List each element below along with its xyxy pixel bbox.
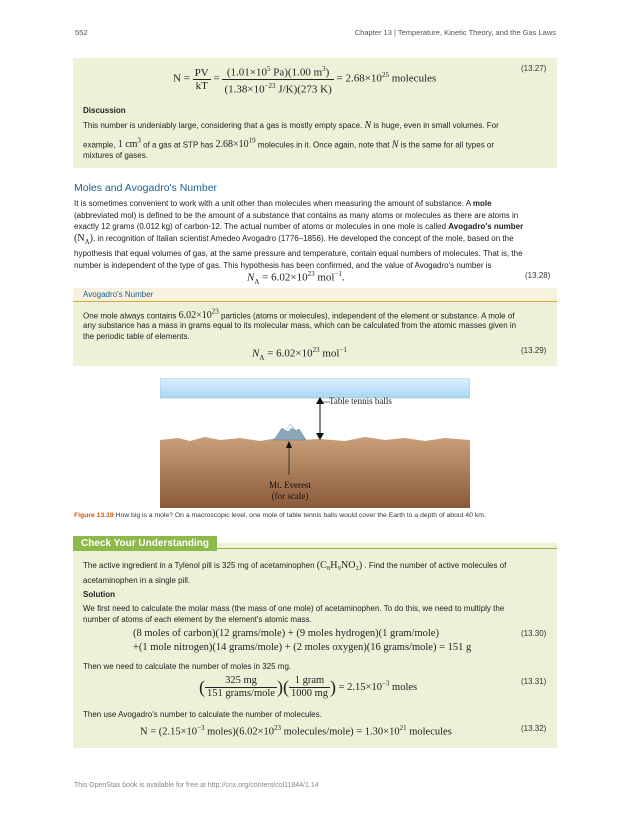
equation-13-32: $N = (2.15\times 10^{-3}$ $moles)(6.02\times 10^{23}$ molecules/mole) = $1.30\times 10^{21}$ molecules — [140, 724, 452, 738]
equation-number-13-27: (13.27) — [521, 64, 547, 73]
solution-title: Solution — [83, 590, 115, 599]
discussion-line-1: This number is undeniably large, considering that a gas is mostly empty space. N is huge, even in small volumes. For — [83, 120, 499, 131]
section-paragraph: It is sometimes convenient to work with a unit other than molecules when measuring the amount of substance. A mole (abbreviated mol) is defined to be the amount of a substance that contains as many atoms or molecules as there are atoms in exactly 12 grams (0.012 kg) of carbon-12. The actual number of atoms or molecules in one mole is called Avogadro's number $(N_A)$, in recognition of Italian scientist Amedeo Avogadro (1776–1856). He developed the concept of the mole, based on the hypothesis that equal volumes of gas, at the same pressure and temperature, contain equal numbers of molecules. That is, the number is independent of the type of gas. This hypothesis has been confirmed, and the value of Avogadro's number is — [74, 199, 524, 270]
discussion-title: Discussion — [83, 106, 126, 115]
numeric-fraction: $\frac{(1.01\times 10^5 Pa)(1.00 m^3)}{(1.38\times 10^{-23} J/K)(273 K)}$ — [224, 65, 332, 96]
solution-line-4: Then use Avogadro's number to calculate the number of molecules. — [83, 710, 322, 719]
discussion-line-3: mixtures of gases. — [83, 151, 148, 160]
equation-13-30-line-2: +(1 mole nitrogen)(14 grams/mole) + (2 moles oxygen)(16 grams/mole) = 151 g — [133, 642, 472, 653]
equation-13-27: N = $\frac{PV}{kT}$ = $\frac{(1.01\times 10^5 Pa)(1.00 m^3)}{(1.38\times 10^{-23} J/K)(273 K)}$ = $2.68\times 10^{25}$ molecules — [173, 65, 437, 96]
avogadro-box-title: Avogadro's Number — [83, 290, 154, 299]
equation-13-29: $N_A = 6.02\times 10^{23}$ mol$^{-1}$ — [252, 346, 347, 362]
cyu-question-line-2: acetaminophen in a single pill. — [83, 576, 191, 585]
equation-13-31: ( $\frac{325 mg}{\text{151 grams/mole}}$ )( $\frac{\text{1 gram}}{1000 mg}$ ) = $2.15\times 10^{-3}$ moles — [199, 675, 418, 699]
figure-mole-illustration — [160, 378, 470, 508]
cyu-tab: Check Your Understanding — [73, 536, 217, 551]
equation-number-13-28: (13.28) — [525, 271, 551, 280]
label-table-tennis-balls: Table tennis balls — [329, 396, 392, 406]
equation-number-13-31: (13.31) — [521, 677, 547, 686]
equation-13-30-line-1: (8 moles of carbon)(12 grams/mole) + (9 moles hydrogen)(1 gram/mole) — [133, 628, 439, 639]
solution-line-3: Then we need to calculate the number of moles in 325 mg. — [83, 662, 292, 671]
depth-arrow-head-bottom — [316, 433, 324, 440]
page-number: 552 — [75, 28, 88, 37]
solution-line-1: We first need to calculate the molar mass (the mass of one mole) of acetaminophen. To do this, we need to multiply the — [83, 604, 505, 613]
earth-surface — [160, 437, 470, 508]
pv-over-kt: $\frac{PV}{kT}$ — [194, 66, 209, 92]
table-tennis-ball-layer — [160, 378, 470, 398]
label-for-scale: (for scale) — [271, 491, 309, 501]
section-heading: Moles and Avogadro's Number — [74, 182, 218, 194]
avogadro-box-line-1: One mole always contains $6.02\times 10^{23}$ particles (atoms or molecules), independent of the element or substance. A mole of — [83, 308, 515, 322]
solution-line-2: number of atoms of each element by the element's atomic mass. — [83, 615, 312, 624]
discussion-line-2: example, 1 $cm^3$ of a gas at STP has $2.68\times 10^{19}$ molecules in it. Once again, note that N is the same for all types or — [83, 137, 495, 151]
avogadro-box-line-3: the periodic table of elements. — [83, 332, 190, 341]
eq-lhs: N = — [173, 72, 190, 85]
equation-number-13-32: (13.32) — [521, 724, 547, 733]
equation-number-13-29: (13.29) — [521, 346, 547, 355]
equation-number-13-30: (13.30) — [521, 629, 547, 638]
equation-13-28: $N_A = 6.02\times 10^{23}$ mol$^{-1}$. — [247, 270, 345, 286]
footer-text: This OpenStax book is available for free at http://cnx.org/content/col11844/1.14 — [74, 782, 319, 789]
figure-caption: Figure 13.19 How big is a mole? On a macroscopic level, one mole of table tennis balls would cover the Earth to a depth of about 40 km. — [74, 512, 486, 519]
avogadro-box-line-2: any substance has a mass in grams equal to its molecular mass, which can be calculated from the atomic masses given in — [83, 321, 517, 330]
running-header: Chapter 13 | Temperature, Kinetic Theory, and the Gas Laws — [354, 28, 556, 37]
label-mt-everest: Mt. Everest — [269, 480, 311, 490]
cyu-question-line-1: The active ingredient in a Tylenol pill is 325 mg of acetaminophen (C₈H₉NO₂) . Find the number of active molecules of — [83, 560, 507, 571]
